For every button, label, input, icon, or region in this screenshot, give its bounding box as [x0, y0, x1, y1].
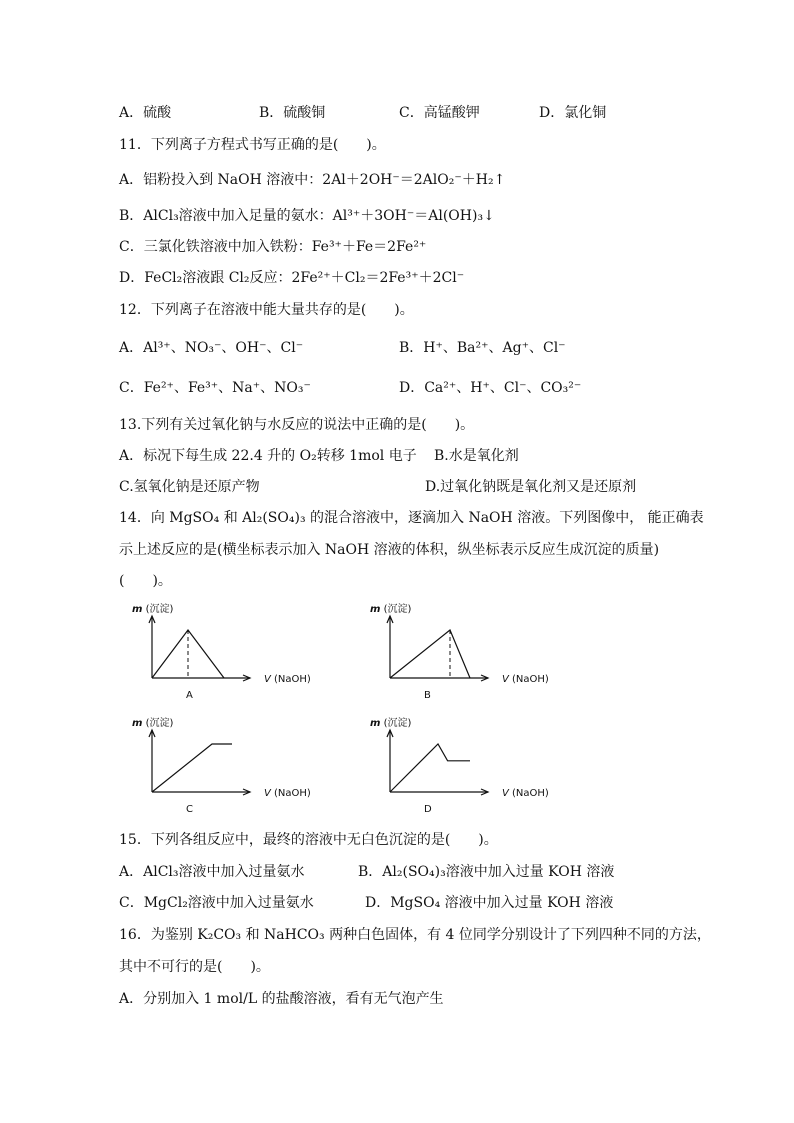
- q13-option-b: B.水是氧化剂: [434, 448, 519, 464]
- graph-c-svg: [128, 712, 311, 820]
- graph-b: [366, 598, 549, 703]
- q16-stem-line2: 其中不可行的是( )。: [119, 959, 270, 975]
- q11-option-c: C．三氯化铁溶液中加入铁粉：Fe³⁺＋Fe＝2Fe²⁺: [119, 239, 427, 255]
- q10-option-b: B．硫酸铜: [259, 105, 326, 121]
- q13-option-c: C.氢氧化钠是还原产物: [119, 479, 260, 495]
- q16-stem-line1: 16．为鉴别 K₂CO₃ 和 NaHCO₃ 两种白色固体，有 4 位同学分别设计了下列四种不同的方法，: [119, 927, 711, 943]
- data-curve: [390, 744, 470, 792]
- q11-option-a: A．铝粉投入到 NaOH 溶液中：2Al＋2OH⁻＝2AlO₂⁻＋H₂↑: [119, 172, 506, 188]
- q15-option-c: C．MgCl₂溶液中加入过量氨水: [119, 895, 314, 911]
- y-axis-label: m (沉淀): [370, 604, 412, 615]
- y-axis-label: m (沉淀): [132, 718, 174, 729]
- graph-label: A: [186, 690, 193, 701]
- graph-label: C: [186, 804, 193, 815]
- graph-d: [366, 712, 549, 820]
- y-axis-label: m (沉淀): [370, 718, 412, 729]
- q15-option-b: B．Al₂(SO₄)₃溶液中加入过量 KOH 溶液: [358, 864, 615, 880]
- q11-option-d: D．FeCl₂溶液跟 Cl₂反应：2Fe²⁺＋Cl₂＝2Fe³⁺＋2Cl⁻: [119, 270, 465, 286]
- q16-option-a: A．分别加入 1 mol/L 的盐酸溶液，看有无气泡产生: [119, 991, 444, 1007]
- q13-option-a: A．标况下每生成 22.4 升的 O₂转移 1mol 电子: [119, 448, 417, 464]
- q10-option-a: A．硫酸: [119, 105, 172, 121]
- graph-a: [128, 598, 311, 703]
- q14-stem-line2: 示上述反应的是(横坐标表示加入 NaOH 溶液的体积，纵坐标表示反应生成沉淀的质量): [119, 542, 660, 558]
- data-curve: [390, 630, 470, 678]
- x-axis-label: V (NaOH): [502, 674, 549, 685]
- q10-option-d: D．氯化铜: [539, 105, 607, 121]
- q11-stem: 11．下列离子方程式书写正确的是( )。: [119, 137, 386, 153]
- x-axis-label: V (NaOH): [502, 788, 549, 799]
- q15-stem: 15．下列各组反应中，最终的溶液中无白色沉淀的是( )。: [119, 832, 498, 848]
- q15-option-a: A．AlCl₃溶液中加入过量氨水: [119, 864, 305, 880]
- x-axis-label: V (NaOH): [264, 788, 311, 799]
- q14-stem-line3: ( )。: [119, 573, 172, 589]
- graph-b-svg: [366, 598, 549, 703]
- q12-option-c: C．Fe²⁺、Fe³⁺、Na⁺、NO₃⁻: [119, 380, 311, 396]
- q14-stem-line1: 14．向 MgSO₄ 和 Al₂(SO₄)₃ 的混合溶液中，逐滴加入 NaOH 溶液。下列图像中， 能正确表: [119, 510, 704, 526]
- data-curve: [152, 744, 232, 792]
- graph-label: D: [424, 804, 432, 815]
- q13-option-d: D.过氧化钠既是氧化剂又是还原剂: [425, 479, 637, 495]
- x-axis-label: V (NaOH): [264, 674, 311, 685]
- graph-a-svg: [128, 598, 311, 703]
- q13-stem: 13.下列有关过氧化钠与水反应的说法中正确的是( )。: [119, 417, 475, 433]
- graph-label: B: [424, 690, 431, 701]
- q12-option-a: A．Al³⁺、NO₃⁻、OH⁻、Cl⁻: [119, 340, 304, 356]
- q10-option-c: C．高锰酸钾: [399, 105, 480, 121]
- q15-option-d: D．MgSO₄ 溶液中加入过量 KOH 溶液: [365, 895, 614, 911]
- q12-option-b: B．H⁺、Ba²⁺、Ag⁺、Cl⁻: [399, 340, 566, 356]
- y-axis-label: m (沉淀): [132, 604, 174, 615]
- q11-option-b: B．AlCl₃溶液中加入足量的氨水：Al³⁺＋3OH⁻＝Al(OH)₃↓: [119, 208, 495, 224]
- q12-stem: 12．下列离子在溶液中能大量共存的是( )。: [119, 302, 414, 318]
- graph-d-svg: [366, 712, 549, 820]
- q12-option-d: D．Ca²⁺、H⁺、Cl⁻、CO₃²⁻: [399, 380, 582, 396]
- graph-c: [128, 712, 311, 820]
